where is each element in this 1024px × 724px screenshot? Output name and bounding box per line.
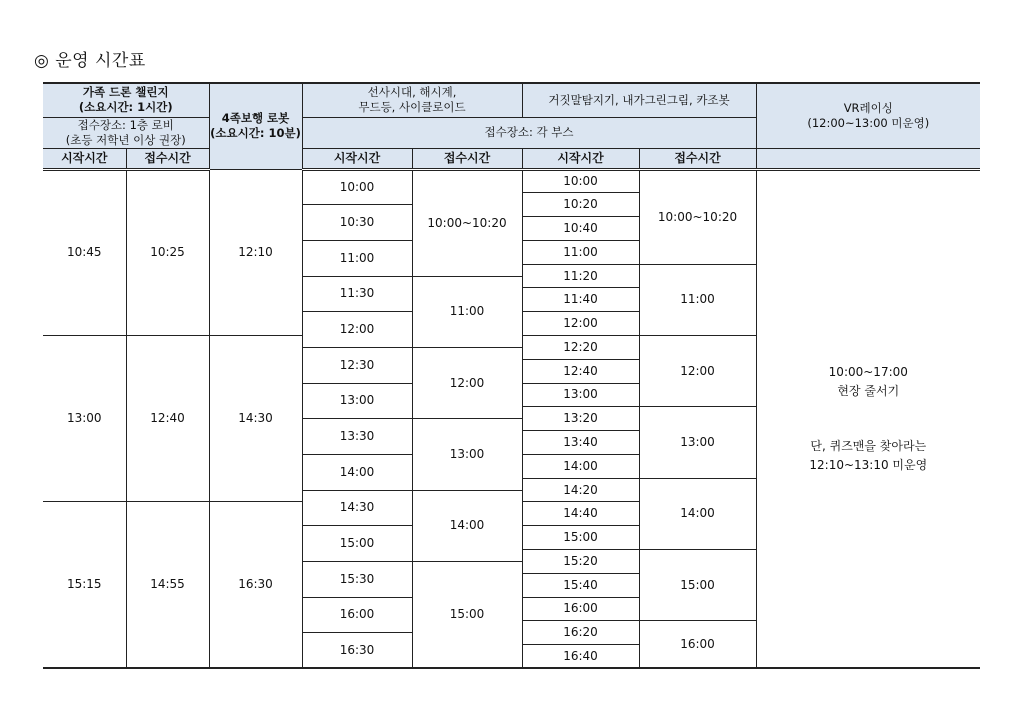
robot-start-cell: 14:30 <box>209 335 302 501</box>
group-b-start-cell: 15:40 <box>522 573 639 597</box>
drone-reception-cell: 10:25 <box>126 169 209 335</box>
drone-header: 가족 드론 챌린지 (소요시간: 1시간) <box>43 83 209 117</box>
group-b-start-cell: 15:20 <box>522 550 639 574</box>
group-b-reception-cell: 10:00~10:20 <box>639 169 756 264</box>
group-b-start-cell: 12:40 <box>522 359 639 383</box>
drone-start-cell: 13:00 <box>43 335 126 501</box>
vr-line: 현장 줄서기 <box>837 383 900 398</box>
drone-start-header: 시작시간 <box>43 148 126 169</box>
group-b-start-cell: 12:00 <box>522 312 639 336</box>
group-a-start-cell: 12:30 <box>302 347 412 383</box>
table-row <box>43 169 980 181</box>
schedule-table <box>43 82 980 669</box>
group-b-header: 거짓말탐지기, 내가그린그림, 카조봇 <box>522 83 756 117</box>
vr-header: VR레이싱 (12:00~13:00 미운영) <box>756 83 980 148</box>
drone-start-cell: 15:15 <box>43 502 126 668</box>
group-a-start-cell: 14:30 <box>302 490 412 526</box>
group-b-reception-cell: 15:00 <box>639 550 756 621</box>
group-a-start-cell: 11:30 <box>302 276 412 312</box>
group-b-start-cell: 14:20 <box>522 478 639 502</box>
group-a-header: 선사시대, 해시계, 무드등, 사이클로이드 <box>302 83 522 117</box>
group-a-start-cell: 16:30 <box>302 633 412 669</box>
drone-reception-header: 접수시간 <box>126 148 209 169</box>
group-b-start-cell: 13:20 <box>522 407 639 431</box>
group-b-reception-cell: 14:00 <box>639 478 756 549</box>
group-a-start-cell: 10:30 <box>302 205 412 241</box>
group-b-reception-cell: 16:00 <box>639 621 756 669</box>
vr-exception-time: 12:10~13:10 미운영 <box>809 457 928 472</box>
drone-start-cell: 10:45 <box>43 169 126 335</box>
vr-blank-header <box>756 148 980 169</box>
vr-info-cell <box>756 169 980 668</box>
group-a-reception-cell: 11:00 <box>412 276 522 347</box>
group-b-start-cell: 11:40 <box>522 288 639 312</box>
page-title: ◎ 운영 시간표 <box>34 51 146 71</box>
group-a-start-cell: 10:00 <box>302 169 412 205</box>
group-b-reception-cell: 11:00 <box>639 264 756 335</box>
group-b-start-cell: 10:00 <box>522 169 639 193</box>
group-a-start-cell: 13:00 <box>302 383 412 419</box>
group-b-start-cell: 14:00 <box>522 454 639 478</box>
drone-location: 접수장소: 1층 로비 (초등 저학년 이상 권장) <box>43 117 209 148</box>
group-b-reception-cell: 13:00 <box>639 407 756 478</box>
group-a-start-cell: 14:00 <box>302 454 412 490</box>
group-a-reception-cell: 15:00 <box>412 561 522 668</box>
group-a-reception-cell: 12:00 <box>412 347 522 418</box>
group-b-start-cell: 16:40 <box>522 645 639 669</box>
group-b-start-cell: 16:00 <box>522 597 639 621</box>
group-a-start-cell: 12:00 <box>302 312 412 348</box>
group-a-start-cell: 15:30 <box>302 561 412 597</box>
group-a-start-cell: 13:30 <box>302 419 412 455</box>
group-b-start-cell: 12:20 <box>522 335 639 359</box>
group-b-start-cell: 10:40 <box>522 217 639 241</box>
group-a-start-cell: 11:00 <box>302 240 412 276</box>
group-b-start-header: 시작시간 <box>522 148 639 169</box>
group-a-start-cell: 15:00 <box>302 526 412 562</box>
group-b-start-cell: 11:20 <box>522 264 639 288</box>
robot-start-cell: 12:10 <box>209 169 302 335</box>
group-b-start-cell: 15:00 <box>522 526 639 550</box>
group-a-reception-cell: 13:00 <box>412 419 522 490</box>
group-b-reception-cell: 12:00 <box>639 335 756 406</box>
drone-reception-cell: 14:55 <box>126 502 209 668</box>
group-b-start-cell: 11:00 <box>522 240 639 264</box>
group-b-start-cell: 16:20 <box>522 621 639 645</box>
group-b-start-cell: 14:40 <box>522 502 639 526</box>
group-a-start-cell: 16:00 <box>302 597 412 633</box>
group-a-start-header: 시작시간 <box>302 148 412 169</box>
group-a-reception-header: 접수시간 <box>412 148 522 169</box>
group-b-start-cell: 10:20 <box>522 193 639 217</box>
group-b-reception-header: 접수시간 <box>639 148 756 169</box>
robot-header: 4족보행 로봇 (소요시간: 10분) <box>209 83 302 169</box>
group-b-start-cell: 13:00 <box>522 383 639 407</box>
robot-start-cell: 16:30 <box>209 502 302 668</box>
group-b-start-cell: 13:40 <box>522 431 639 455</box>
booth-location: 접수장소: 각 부스 <box>302 117 756 148</box>
group-a-reception-cell: 14:00 <box>412 490 522 561</box>
vr-hours: 10:00~17:00 <box>828 364 908 379</box>
vr-exception: 단, 퀴즈맨을 찾아라는 <box>810 438 927 453</box>
drone-reception-cell: 12:40 <box>126 335 209 501</box>
group-a-reception-cell: 10:00~10:20 <box>412 169 522 276</box>
